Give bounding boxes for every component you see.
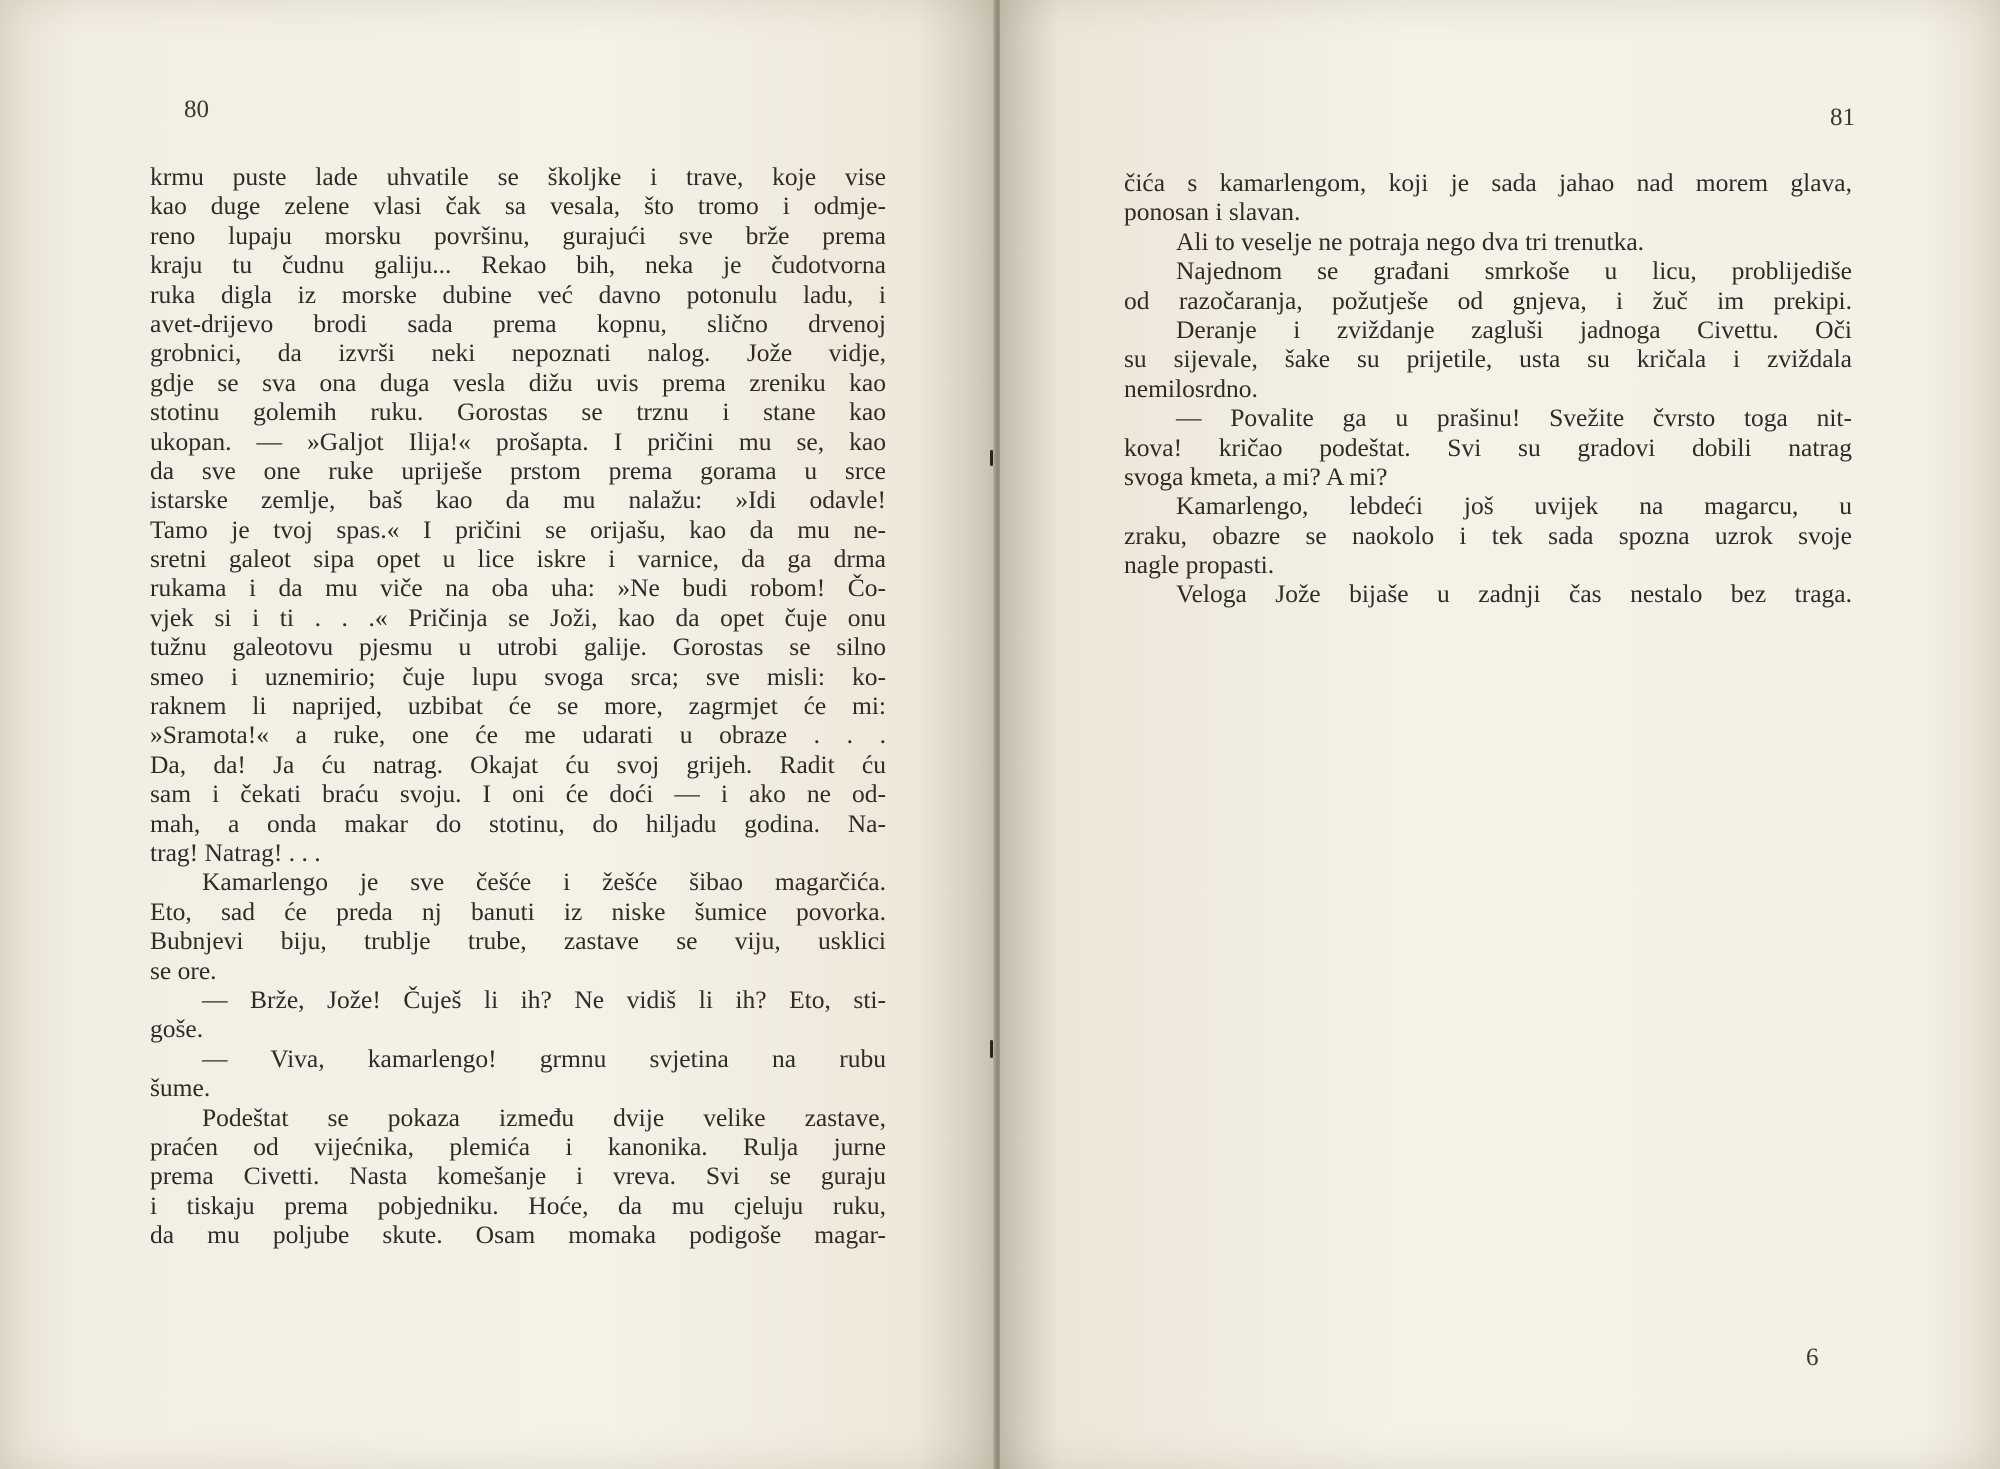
text-line: vjek si i ti . . .« Pričinja se Joži, kao da opet čuje onu bbox=[150, 602, 886, 632]
signature-number: 6 bbox=[1806, 1344, 1819, 1371]
text-line: raknem li naprijed, uzbibat će se more, zagrmjet će mi: bbox=[150, 691, 886, 721]
text-line: stotinu golemih ruku. Gorostas se trznu i stane kao bbox=[150, 397, 886, 427]
text-line: »Sramota!« a ruke, one će me udarati u obraze . . . bbox=[150, 720, 886, 750]
text-line: nagle propasti. bbox=[1124, 550, 1275, 580]
text-line: trag! Natrag! . . . bbox=[150, 837, 321, 867]
text-line: i tiskaju prema pobjedniku. Hoće, da mu cjeluju ruku, bbox=[150, 1190, 886, 1220]
text-line: Da, da! Ja ću natrag. Okajat ću svoj grijeh. Radit ću bbox=[150, 749, 886, 779]
text-line: da mu poljube skute. Osam momaka podigoše magar- bbox=[150, 1220, 886, 1250]
text-line: Deranje i zviždanje zagluši jadnoga Civettu. Oči bbox=[1176, 314, 1852, 344]
text-line: od razočaranja, požutješe od gnjeva, i žuč im prekipi. bbox=[1124, 285, 1852, 315]
text-line: su sijevale, šake su prijetile, usta su kričala i zviždala bbox=[1124, 344, 1852, 374]
text-line: Podeštat se pokaza između dvije velike zastave, bbox=[202, 1102, 886, 1132]
left-page-number: 80 bbox=[184, 96, 209, 123]
text-line: — Brže, Jože! Čuješ li ih? Ne vidiš li ih? Eto, sti- bbox=[202, 984, 886, 1014]
text-line: Najednom se građani smrkoše u licu, problijediše bbox=[1176, 256, 1852, 286]
text-line: šume. bbox=[150, 1073, 211, 1103]
text-line: istarske zemlje, baš kao da mu nalažu: »Idi odavle! bbox=[150, 485, 886, 515]
text-line: da sve one ruke upriješe prstom prema gorama u srce bbox=[150, 455, 886, 485]
text-line: grobnici, da izvrši neki nepoznati nalog. Jože vidje, bbox=[150, 338, 886, 368]
text-line: — Povalite ga u prašinu! Svežite čvrsto toga nit- bbox=[1176, 403, 1852, 433]
text-line: prema Civetti. Nasta komešanje i vreva. Svi se guraju bbox=[150, 1161, 886, 1191]
text-line: Kamarlengo je sve češće i žešće šibao magarčića. bbox=[202, 867, 886, 897]
text-line: rukama i da mu viče na oba uha: »Ne budi robom! Čo- bbox=[150, 573, 886, 603]
text-line: Veloga Jože bijaše u zadnji čas nestalo bez traga. bbox=[1176, 579, 1852, 609]
text-line: Tamo je tvoj spas.« I pričini se orijašu, kao da mu ne- bbox=[150, 514, 886, 544]
text-line: mah, a onda makar do stotinu, do hiljadu godina. Na- bbox=[150, 808, 886, 838]
text-line: smeo i uznemirio; čuje lupu svoga srca; sve misli: ko- bbox=[150, 661, 886, 691]
text-line: tužnu galeotovu pjesmu u utrobi galije. Gorostas se silno bbox=[150, 632, 886, 662]
text-line: zraku, obazre se naokolo i tek sada spozna uzrok svoje bbox=[1124, 520, 1852, 550]
right-page-number: 81 bbox=[1830, 104, 1855, 131]
text-line: kao duge zelene vlasi čak sa vesala, što tromo i odmje- bbox=[150, 191, 886, 221]
left-page bbox=[0, 0, 995, 1469]
text-line: se ore. bbox=[150, 955, 217, 985]
text-line: goše. bbox=[150, 1014, 204, 1044]
text-line: kova! kričao podeštat. Svi su gradovi dobili natrag bbox=[1124, 432, 1852, 462]
text-line: Bubnjevi biju, trublje trube, zastave se viju, usklici bbox=[150, 926, 886, 956]
text-line: sam i čekati braću svoju. I oni će doći — i ako ne od- bbox=[150, 779, 886, 809]
text-line: Eto, sad će preda nj banuti iz niske šumice povorka. bbox=[150, 896, 886, 926]
right-page bbox=[1000, 0, 2000, 1469]
left-page-text bbox=[150, 162, 886, 1249]
text-line: krmu puste lade uhvatile se školjke i trave, koje vise bbox=[150, 162, 886, 191]
text-line: ponosan i slavan. bbox=[1124, 197, 1301, 227]
text-line: nemilosrdno. bbox=[1124, 373, 1258, 403]
text-line: ruka digla iz morske dubine već davno potonulu ladu, i bbox=[150, 279, 886, 309]
text-line: avet-drijevo brodi sada prema kopnu, slično drvenoj bbox=[150, 308, 886, 338]
text-line: kraju tu čudnu galiju... Rekao bih, neka je čudotvorna bbox=[150, 250, 886, 280]
right-page-text bbox=[1124, 168, 1852, 609]
text-line: praćen od vijećnika, plemića i kanonika. Rulja jurne bbox=[150, 1131, 886, 1161]
text-line: čića s kamarlengom, koji je sada jahao nad morem glava, bbox=[1124, 168, 1852, 197]
text-line: — Viva, kamarlengo! grmnu svjetina na rubu bbox=[202, 1043, 886, 1073]
text-line: sretni galeot sipa opet u lice iskre i varnice, da ga drma bbox=[150, 544, 886, 574]
text-line: Kamarlengo, lebdeći još uvijek na magarcu, u bbox=[1176, 491, 1852, 521]
text-line: svoga kmeta, a mi? A mi? bbox=[1124, 461, 1388, 491]
margin-mark bbox=[990, 1040, 993, 1058]
text-line: Ali to veselje ne potraja nego dva tri trenutka. bbox=[1176, 226, 1645, 256]
text-line: reno lupaju morsku površinu, gurajući sve brže prema bbox=[150, 220, 886, 250]
text-line: ukopan. — »Galjot Ilija!« prošapta. I pričini mu se, kao bbox=[150, 426, 886, 456]
text-line: gdje se sva ona duga vesla dižu uvis prema zreniku kao bbox=[150, 367, 886, 397]
